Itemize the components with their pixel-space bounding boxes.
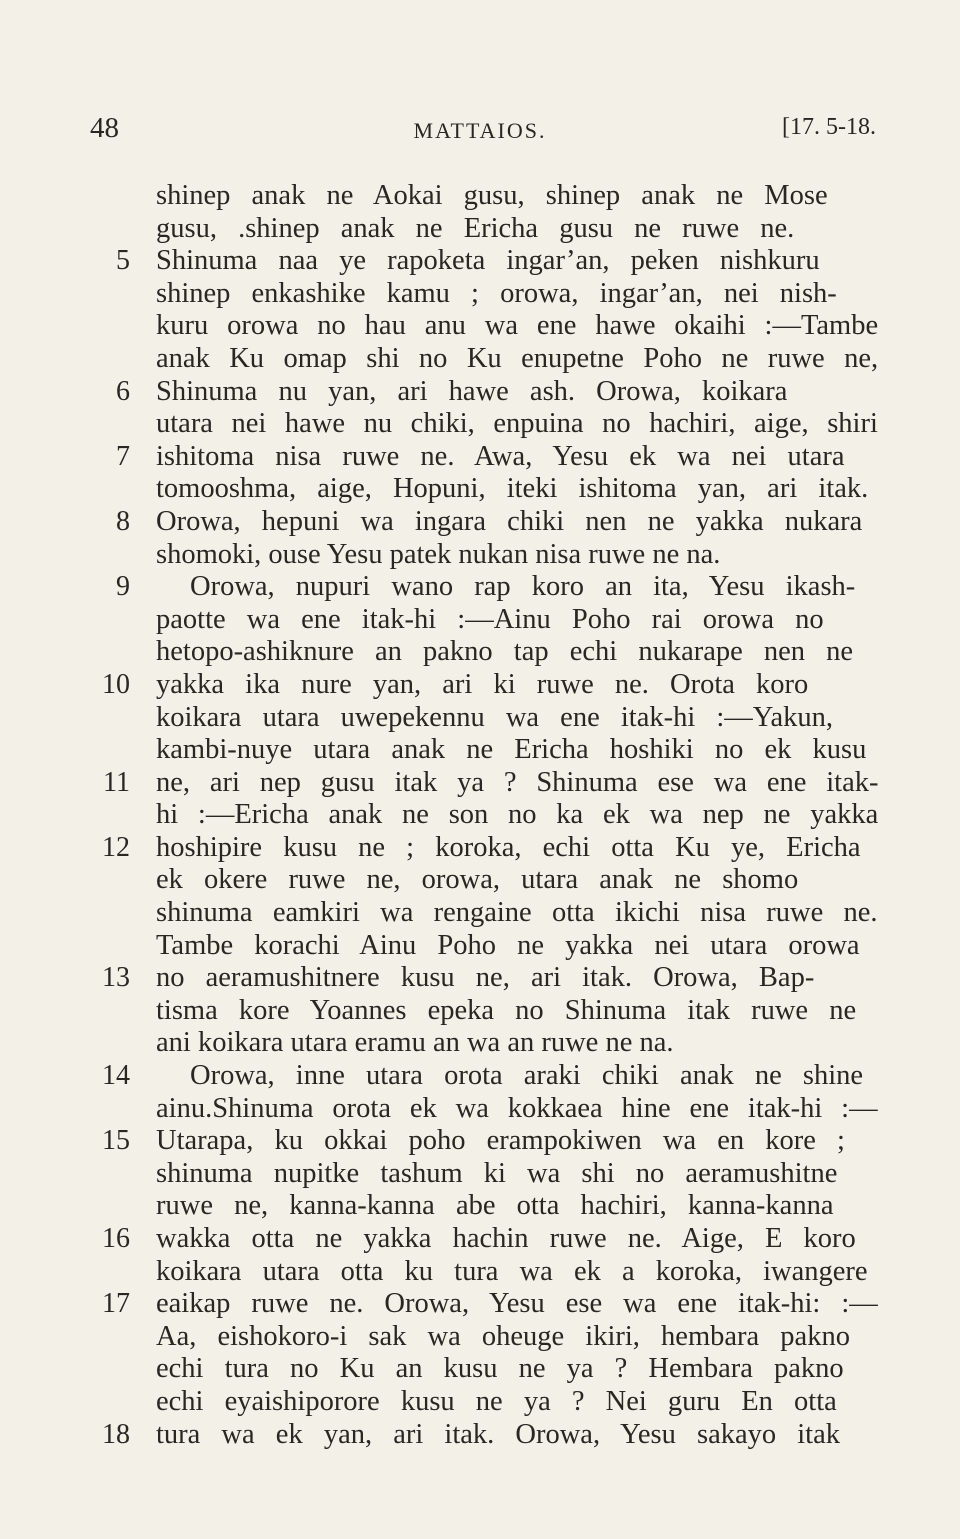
text-line <box>0 1125 960 1158</box>
verse-number: 12 <box>102 831 130 863</box>
text-body <box>0 180 960 1451</box>
line-text: anak Ku omap shi no Ku enupetne Poho ne ruwe ne, <box>156 342 879 374</box>
line-text: shinep enkashike kamu ; orowa, ingar’an, nei nish- <box>156 277 837 309</box>
text-line <box>0 1353 960 1386</box>
line-text: shinuma nupitke tashum ki wa shi no aeramushitne <box>156 1157 838 1189</box>
line-text: Utarapa, ku okkai poho erampokiwen wa en kore ; <box>156 1125 845 1157</box>
text-line <box>0 734 960 767</box>
chapter-reference: [17. 5-18. <box>782 114 876 140</box>
line-text: tura wa ek yan, ari itak. Orowa, Yesu sakayo itak <box>156 1418 840 1450</box>
text-line <box>0 962 960 995</box>
verse-number: 9 <box>116 571 130 603</box>
line-text: hoshipire kusu ne ; koroka, echi otta Ku ye, Ericha <box>156 831 861 863</box>
line-text: paotte wa ene itak-hi :—Ainu Poho rai orowa no <box>156 603 824 635</box>
text-line <box>0 310 960 343</box>
line-text: hetopo-ashiknure an pakno tap echi nukarape nen ne <box>156 636 854 668</box>
verse-number: 13 <box>102 962 130 994</box>
text-line <box>0 897 960 930</box>
verse-number: 8 <box>116 505 130 537</box>
text-line <box>0 1256 960 1289</box>
line-text: Orowa, hepuni wa ingara chiki nen ne yakka nukara <box>156 505 863 537</box>
text-line <box>0 636 960 669</box>
line-text: utara nei hawe nu chiki, enpuina no hachiri, aige, shiri <box>156 408 878 440</box>
verse-number: 15 <box>102 1125 130 1157</box>
line-text: ruwe ne, kanna-kanna abe otta hachiri, kanna-kanna <box>156 1190 834 1222</box>
line-text: shinuma eamkiri wa rengaine otta ikichi nisa ruwe ne. <box>156 897 878 929</box>
verse-number: 11 <box>103 766 130 798</box>
text-line <box>0 441 960 474</box>
line-text: ainu.Shinuma orota ek wa kokkaea hine ene itak-hi :— <box>156 1092 878 1124</box>
text-line <box>0 376 960 409</box>
text-line <box>0 702 960 735</box>
text-line <box>0 832 960 865</box>
line-text: Shinuma naa ye rapoketa ingar’an, peken nishkuru <box>156 245 820 277</box>
text-line <box>0 995 960 1028</box>
line-text: eaikap ruwe ne. Orowa, Yesu ese wa ene itak-hi: :— <box>156 1288 878 1320</box>
verse-number: 16 <box>102 1223 130 1254</box>
text-line <box>0 864 960 897</box>
text-line <box>0 213 960 246</box>
text-line <box>0 571 960 604</box>
line-text: yakka ika nure yan, ari ki ruwe ne. Orota koro <box>156 668 809 700</box>
line-text: shomoki, ouse Yesu patek nukan nisa ruwe ne na. <box>156 538 721 570</box>
line-text: koikara utara uwepekennu wa ene itak-hi :—Yakun, <box>156 701 834 733</box>
verse-number: 5 <box>116 245 130 277</box>
text-line <box>0 669 960 702</box>
line-text: wakka otta ne yakka hachin ruwe ne. Aige, E koro <box>156 1223 856 1254</box>
text-line <box>0 604 960 637</box>
line-text: ne, ari nep gusu itak ya ? Shinuma ese wa ene itak- <box>156 766 879 798</box>
line-text: tomooshma, aige, Hopuni, iteki ishitoma yan, ari itak. <box>156 473 869 505</box>
text-line <box>0 767 960 800</box>
text-line <box>0 1419 960 1452</box>
text-line <box>0 1223 960 1256</box>
text-line <box>0 1386 960 1419</box>
line-text: ishitoma nisa ruwe ne. Awa, Yesu ek wa nei utara <box>156 440 845 472</box>
line-text: gusu, .shinep anak ne Ericha gusu ne ruwe ne. <box>156 212 795 244</box>
text-line <box>0 539 960 572</box>
page-number: 48 <box>90 112 119 144</box>
line-text: Orowa, inne utara orota araki chiki anak ne shine <box>190 1060 864 1092</box>
text-line <box>0 1321 960 1354</box>
running-title: MATTAIOS. <box>413 118 547 143</box>
text-line <box>0 930 960 963</box>
line-text: no aeramushitnere kusu ne, ari itak. Orowa, Bap- <box>156 962 815 994</box>
line-text: shinep anak ne Aokai gusu, shinep anak ne Mose <box>156 180 828 211</box>
text-line <box>0 1288 960 1321</box>
page-header <box>0 112 960 152</box>
verse-number: 17 <box>102 1288 130 1320</box>
text-line <box>0 799 960 832</box>
line-text: ek okere ruwe ne, orowa, utara anak ne shomo <box>156 864 799 896</box>
line-text: Aa, eishokoro-i sak wa oheuge ikiri, hembara pakno <box>156 1320 850 1352</box>
line-text: echi eyaishiporore kusu ne ya ? Nei guru En otta <box>156 1385 837 1417</box>
text-line <box>0 473 960 506</box>
line-text: Orowa, nupuri wano rap koro an ita, Yesu ikash- <box>190 571 856 603</box>
line-text: Shinuma nu yan, ari hawe ash. Orowa, koikara <box>156 375 788 407</box>
text-line <box>0 278 960 311</box>
verse-number: 14 <box>102 1060 130 1092</box>
text-line <box>0 408 960 441</box>
text-line <box>0 343 960 376</box>
line-text: hi :—Ericha anak ne son no ka ek wa nep ne yakka <box>156 799 879 831</box>
verse-number: 6 <box>116 375 130 407</box>
line-text: Tambe korachi Ainu Poho ne yakka nei utara orowa <box>156 929 860 961</box>
line-text: koikara utara otta ku tura wa ek a koroka, iwangere <box>156 1255 868 1287</box>
text-line <box>0 1093 960 1126</box>
verse-number: 7 <box>116 440 130 472</box>
text-line <box>0 1027 960 1060</box>
line-text: kuru orowa no hau anu wa ene hawe okaihi :—Tambe <box>156 310 879 342</box>
text-line <box>0 1190 960 1223</box>
line-text: echi tura no Ku an kusu ne ya ? Hembara pakno <box>156 1353 844 1385</box>
text-line <box>0 180 960 213</box>
text-line <box>0 245 960 278</box>
verse-number: 10 <box>102 668 130 700</box>
line-text: kambi-nuye utara anak ne Ericha hoshiki no ek kusu <box>156 734 867 766</box>
text-line <box>0 1060 960 1093</box>
text-line <box>0 506 960 539</box>
text-line <box>0 1158 960 1191</box>
line-text: ani koikara utara eramu an wa an ruwe ne na. <box>156 1027 674 1059</box>
verse-number: 18 <box>102 1418 130 1450</box>
line-text: tisma kore Yoannes epeka no Shinuma itak ruwe ne <box>156 994 857 1026</box>
